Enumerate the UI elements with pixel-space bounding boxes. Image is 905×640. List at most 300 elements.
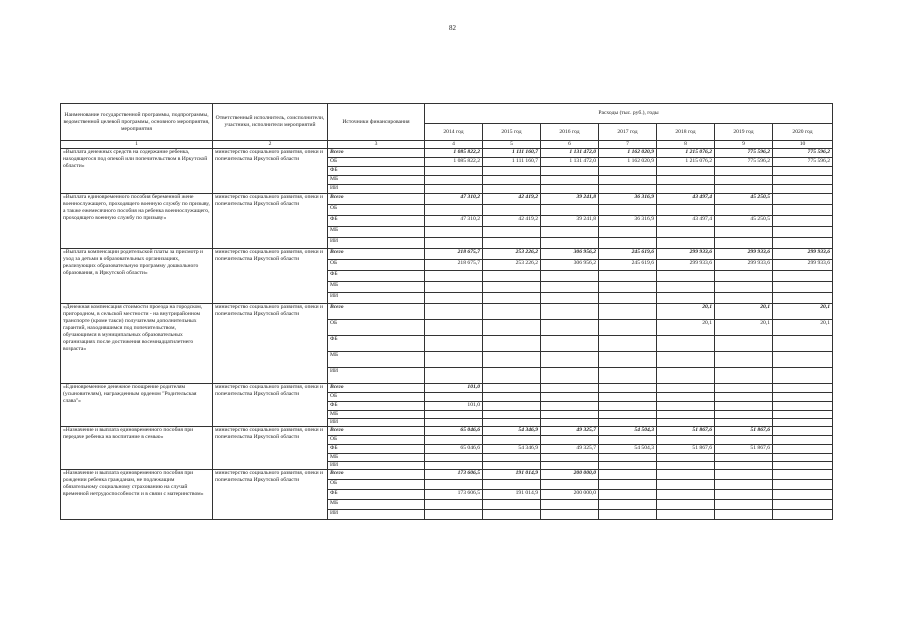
expense-value (541, 304, 599, 320)
funding-source-label: МБ (328, 500, 425, 510)
measure-executor: министерство социального развития, опеки и попечительства Иркутской области (213, 384, 328, 427)
expense-value: 47 310,2 (425, 194, 483, 205)
expense-value: 51 867,6 (715, 445, 773, 454)
expense-value (483, 368, 541, 384)
expense-value (715, 500, 773, 510)
expense-value (599, 352, 657, 368)
expense-value (483, 393, 541, 402)
expense-value: 253 226,2 (483, 249, 541, 260)
expense-value (483, 454, 541, 462)
expense-value (773, 352, 833, 368)
expense-value (425, 227, 483, 238)
expense-value (773, 402, 833, 411)
expense-value (599, 368, 657, 384)
header-program-name: Наименование государственной программы, подпрограммы, ведомственной целевой программы, основного мероприятия, мероприятия (61, 104, 213, 141)
expense-value: 218 675,7 (425, 260, 483, 271)
expense-value (541, 205, 599, 216)
funding-source-label: Всего (328, 194, 425, 205)
expense-value (773, 445, 833, 454)
expense-value (599, 454, 657, 462)
expense-value (425, 176, 483, 185)
expense-value: 299 933,6 (715, 249, 773, 260)
expense-value (657, 462, 715, 470)
measure-name: «Выплата компенсации родительской платы за присмотр и уход за детьми в образовательных организациях, реализующих образовательную программу дошкольного образования, в Иркутской области» (61, 249, 213, 304)
expense-value (483, 227, 541, 238)
expense-value (541, 384, 599, 393)
expense-value (715, 185, 773, 194)
expense-value (425, 462, 483, 470)
expense-value (657, 368, 715, 384)
expense-value (541, 336, 599, 352)
expense-value (773, 176, 833, 185)
expense-value (715, 454, 773, 462)
expense-value: 1 162 020,9 (599, 158, 657, 167)
expense-value (773, 454, 833, 462)
expense-value (715, 480, 773, 490)
funding-source-label: ОБ (328, 436, 425, 445)
expense-value (773, 368, 833, 384)
header-funding-source: Источники финансирования (328, 104, 425, 141)
expense-value: 775 596,2 (773, 149, 833, 158)
expense-value (541, 320, 599, 336)
expense-value: 20,1 (657, 320, 715, 336)
funding-source-label: Всего (328, 470, 425, 480)
funding-source-label: ФБ (328, 402, 425, 411)
expense-value: 245 619,6 (599, 260, 657, 271)
funding-source-label: ИИ (328, 462, 425, 470)
expense-value (425, 336, 483, 352)
table-row (61, 384, 833, 393)
expense-value (773, 238, 833, 249)
expense-value: 36 316,9 (599, 216, 657, 227)
column-number: 2 (213, 141, 328, 149)
expense-value: 43 497,4 (657, 194, 715, 205)
expense-value (657, 271, 715, 282)
expense-value (425, 411, 483, 419)
expense-value: 191 014,9 (483, 490, 541, 500)
expense-value (599, 480, 657, 490)
expense-value (773, 227, 833, 238)
measure-name: «Назначение и выплата единовременного пособия при передаче ребенка на воспитание в семью» (61, 427, 213, 470)
expense-value (657, 411, 715, 419)
expense-value (541, 352, 599, 368)
expense-value (715, 462, 773, 470)
expense-value (425, 205, 483, 216)
expense-value (773, 419, 833, 427)
expense-value (483, 271, 541, 282)
funding-source-label: ОБ (328, 158, 425, 167)
expense-value (599, 500, 657, 510)
funding-source-label: ИИ (328, 368, 425, 384)
expense-value (773, 271, 833, 282)
expense-value: 42 419,2 (483, 194, 541, 205)
expense-value (483, 238, 541, 249)
expense-value (715, 293, 773, 304)
expense-value (773, 427, 833, 436)
expense-value (773, 336, 833, 352)
expense-value (657, 500, 715, 510)
funding-source-label: Всего (328, 149, 425, 158)
table-row (61, 470, 833, 480)
expense-value: 218 675,7 (425, 249, 483, 260)
table-row (61, 249, 833, 260)
expense-value (657, 470, 715, 480)
funding-source-label: ФБ (328, 271, 425, 282)
expense-value (657, 480, 715, 490)
expense-value (483, 500, 541, 510)
expense-value (715, 436, 773, 445)
measure-executor: министерство социального развития, опеки и попечительства Иркутской области (213, 427, 328, 470)
expense-value: 306 956,2 (541, 249, 599, 260)
expense-value (483, 185, 541, 194)
expense-value (715, 411, 773, 419)
table-row (61, 427, 833, 436)
expense-value (657, 336, 715, 352)
measure-executor: министерство социального развития, опеки и попечительства Иркутской области (213, 149, 328, 194)
expense-value: 65 046,6 (425, 427, 483, 436)
expense-value: 299 933,6 (773, 260, 833, 271)
measure-name: «Назначение и выплата единовременного пособия при рождении ребенка гражданам, не подлежащим обязательному социальному страхованию на случай временной нетрудоспособности и в связи с материнством» (61, 470, 213, 520)
funding-source-label: Всего (328, 384, 425, 393)
expense-value: 245 619,6 (599, 249, 657, 260)
expense-value (773, 393, 833, 402)
expense-value (773, 167, 833, 176)
expense-value (657, 167, 715, 176)
expense-value (483, 462, 541, 470)
expense-value: 1 111 160,7 (483, 158, 541, 167)
expense-value: 47 310,2 (425, 216, 483, 227)
funding-source-label: МБ (328, 227, 425, 238)
column-number: 10 (773, 141, 833, 149)
expense-value (599, 419, 657, 427)
column-number: 6 (541, 141, 599, 149)
funding-source-label: ФБ (328, 445, 425, 454)
expense-value (657, 238, 715, 249)
expense-value (541, 271, 599, 282)
expense-value (483, 336, 541, 352)
expense-value (773, 470, 833, 480)
funding-source-label: ИИ (328, 185, 425, 194)
expense-value (425, 185, 483, 194)
expense-value (715, 271, 773, 282)
expense-value (773, 293, 833, 304)
expense-value: 101,0 (425, 384, 483, 393)
table-row (61, 194, 833, 205)
expense-value (715, 238, 773, 249)
expense-value (773, 216, 833, 227)
expense-value: 39 241,8 (541, 194, 599, 205)
expense-value (715, 470, 773, 480)
expense-value (425, 293, 483, 304)
expense-value (773, 384, 833, 393)
expense-value (657, 352, 715, 368)
column-number: 9 (715, 141, 773, 149)
expense-value (715, 227, 773, 238)
funding-source-label: ИИ (328, 419, 425, 427)
expense-value (425, 393, 483, 402)
expense-value: 43 497,4 (657, 216, 715, 227)
expense-value (657, 402, 715, 411)
expense-value (715, 352, 773, 368)
funding-source-label: ОБ (328, 480, 425, 490)
table-row (61, 304, 833, 320)
expense-value (483, 384, 541, 393)
measure-name: «Выплата единовременного пособия беременной жене военнослужащего, проходящего военную службу по призыву, а также ежемесячного пособия на ребенка военнослужащего, проходящего военную службу по призыву» (61, 194, 213, 249)
expense-value (599, 384, 657, 393)
expense-value: 51 867,6 (657, 445, 715, 454)
expense-value (773, 205, 833, 216)
expense-value (425, 480, 483, 490)
funding-source-label: ИИ (328, 238, 425, 249)
expense-value (715, 510, 773, 520)
expense-value (599, 293, 657, 304)
expense-value (657, 185, 715, 194)
expense-value (599, 336, 657, 352)
expense-value (541, 293, 599, 304)
expense-value (425, 167, 483, 176)
funding-source-label: МБ (328, 282, 425, 293)
expense-value (599, 402, 657, 411)
expense-value (425, 454, 483, 462)
expense-value (599, 393, 657, 402)
expense-value: 306 956,2 (541, 260, 599, 271)
table-row (61, 149, 833, 158)
expense-value (599, 470, 657, 480)
expense-value (599, 304, 657, 320)
expense-value (541, 462, 599, 470)
expense-value (599, 271, 657, 282)
expense-value (425, 500, 483, 510)
expense-value (599, 176, 657, 185)
expense-value (773, 194, 833, 205)
expense-value (715, 205, 773, 216)
expense-value (657, 227, 715, 238)
expense-value: 49 325,7 (541, 445, 599, 454)
expense-value (657, 419, 715, 427)
header-executor: Ответственный исполнитель, соисполнители, участники, исполнители мероприятий (213, 104, 328, 141)
funding-source-label: ФБ (328, 216, 425, 227)
expense-value (657, 393, 715, 402)
expense-value (541, 454, 599, 462)
expense-value (599, 411, 657, 419)
expense-value: 51 867,6 (715, 427, 773, 436)
expense-value: 1 111 160,7 (483, 149, 541, 158)
expense-value: 39 241,8 (541, 216, 599, 227)
expense-value (483, 419, 541, 427)
expense-value: 299 933,6 (773, 249, 833, 260)
expense-value (715, 419, 773, 427)
funding-source-label: Всего (328, 427, 425, 436)
expense-value: 54 504,3 (599, 445, 657, 454)
column-number: 5 (483, 141, 541, 149)
expense-value (773, 185, 833, 194)
expense-value: 101,0 (425, 402, 483, 411)
expense-value (541, 402, 599, 411)
expense-value (541, 167, 599, 176)
expense-value: 54 504,3 (599, 427, 657, 436)
expense-value (541, 480, 599, 490)
expense-value (715, 167, 773, 176)
expense-value (541, 227, 599, 238)
expense-value (483, 436, 541, 445)
expense-value (773, 282, 833, 293)
expense-value (541, 411, 599, 419)
expense-value (541, 419, 599, 427)
financing-table (60, 103, 833, 520)
header-year: 2015 год (483, 124, 541, 141)
header-year: 2018 год (657, 124, 715, 141)
expense-value: 299 933,6 (657, 260, 715, 271)
expense-value: 54 346,9 (483, 445, 541, 454)
expense-value: 49 325,7 (541, 427, 599, 436)
expense-value (599, 436, 657, 445)
column-number: 8 (657, 141, 715, 149)
expense-value (541, 500, 599, 510)
expense-value (541, 238, 599, 249)
measure-executor: министерство социального развития, опеки и попечительства Иркутской области (213, 194, 328, 249)
expense-value (773, 436, 833, 445)
expense-value (425, 304, 483, 320)
expense-value (483, 510, 541, 520)
column-number: 1 (61, 141, 213, 149)
expense-value (599, 490, 657, 500)
expense-value (599, 167, 657, 176)
expense-value (541, 185, 599, 194)
expense-value (657, 205, 715, 216)
funding-source-label: Всего (328, 249, 425, 260)
expense-value (483, 480, 541, 490)
funding-source-label: ОБ (328, 320, 425, 336)
measure-executor: министерство социального развития, опеки и попечительства Иркутской области (213, 470, 328, 520)
expense-value (483, 411, 541, 419)
expense-value: 20,1 (715, 304, 773, 320)
funding-source-label: МБ (328, 352, 425, 368)
column-number: 4 (425, 141, 483, 149)
expense-value (657, 454, 715, 462)
header-year: 2016 год (541, 124, 599, 141)
expense-value (715, 402, 773, 411)
expense-value (715, 176, 773, 185)
expense-value (599, 282, 657, 293)
expense-value (715, 384, 773, 393)
expense-value: 54 346,9 (483, 427, 541, 436)
expense-value: 20,1 (715, 320, 773, 336)
expense-value (773, 411, 833, 419)
expense-value (715, 490, 773, 500)
expense-value: 299 933,6 (715, 260, 773, 271)
expense-value (599, 462, 657, 470)
funding-source-label: МБ (328, 411, 425, 419)
header-expenses: Расходы (тыс. руб.), годы (425, 104, 833, 124)
expense-value (483, 293, 541, 304)
expense-value (541, 368, 599, 384)
expense-value (773, 462, 833, 470)
expense-value (715, 282, 773, 293)
expense-value (657, 282, 715, 293)
expense-value (715, 368, 773, 384)
expense-value: 200 000,0 (541, 470, 599, 480)
expense-value: 1 162 020,9 (599, 149, 657, 158)
header-year: 2019 год (715, 124, 773, 141)
expense-value (657, 436, 715, 445)
expense-value: 173 606,5 (425, 490, 483, 500)
funding-source-label: ИИ (328, 293, 425, 304)
funding-source-label: ОБ (328, 205, 425, 216)
funding-source-label: МБ (328, 454, 425, 462)
expense-value: 51 867,6 (657, 427, 715, 436)
expense-value: 20,1 (773, 304, 833, 320)
measure-executor: министерство социального развития, опеки и попечительства Иркутской области (213, 249, 328, 304)
expense-value (599, 510, 657, 520)
expense-value: 1 085 822,2 (425, 158, 483, 167)
expense-value (773, 480, 833, 490)
expense-value (541, 282, 599, 293)
expense-value (425, 436, 483, 445)
expense-value (425, 238, 483, 249)
expense-value (541, 393, 599, 402)
expense-value (425, 368, 483, 384)
expense-value: 191 014,9 (483, 470, 541, 480)
expense-value: 253 226,2 (483, 260, 541, 271)
expense-value (483, 320, 541, 336)
expense-value (657, 490, 715, 500)
expense-value (483, 176, 541, 185)
column-number: 7 (599, 141, 657, 149)
expense-value (425, 352, 483, 368)
expense-value (599, 238, 657, 249)
expense-value: 42 419,2 (483, 216, 541, 227)
expense-value (483, 205, 541, 216)
funding-source-label: Всего (328, 304, 425, 320)
measure-name: «Выплата денежных средств на содержание ребенка, находящегося под опекой или попечительством в Иркутской области» (61, 149, 213, 194)
expense-value (483, 282, 541, 293)
expense-value: 1 215 076,2 (657, 149, 715, 158)
expense-value: 36 316,9 (599, 194, 657, 205)
page-number: 82 (449, 24, 456, 32)
expense-value: 775 596,2 (715, 149, 773, 158)
expense-value (425, 419, 483, 427)
funding-source-label: ОБ (328, 260, 425, 271)
expense-value (657, 384, 715, 393)
expense-value (425, 320, 483, 336)
expense-value: 45 250,5 (715, 216, 773, 227)
funding-source-label: ИИ (328, 510, 425, 520)
expense-value (483, 304, 541, 320)
expense-value (425, 271, 483, 282)
measure-executor: министерство социального развития, опеки и попечительства Иркутской области (213, 304, 328, 384)
expense-value: 20,1 (773, 320, 833, 336)
header-year: 2014 год (425, 124, 483, 141)
expense-value (541, 510, 599, 520)
funding-source-label: ОБ (328, 393, 425, 402)
expense-value (599, 227, 657, 238)
expense-value (657, 176, 715, 185)
expense-value (483, 167, 541, 176)
expense-value: 1 131 472,0 (541, 158, 599, 167)
expense-value: 200 000,0 (541, 490, 599, 500)
expense-value: 45 250,5 (715, 194, 773, 205)
expense-value (715, 393, 773, 402)
expense-value: 1 131 472,0 (541, 149, 599, 158)
expense-value (773, 510, 833, 520)
column-number: 3 (328, 141, 425, 149)
expense-value: 65 046,6 (425, 445, 483, 454)
measure-name: «Единовременное денежное поощрение родителям (усыновителям), награжденным орденом "Родительская слава"» (61, 384, 213, 427)
expense-value: 775 596,2 (715, 158, 773, 167)
expense-value (483, 352, 541, 368)
expense-value: 173 606,5 (425, 470, 483, 480)
expense-value (483, 402, 541, 411)
